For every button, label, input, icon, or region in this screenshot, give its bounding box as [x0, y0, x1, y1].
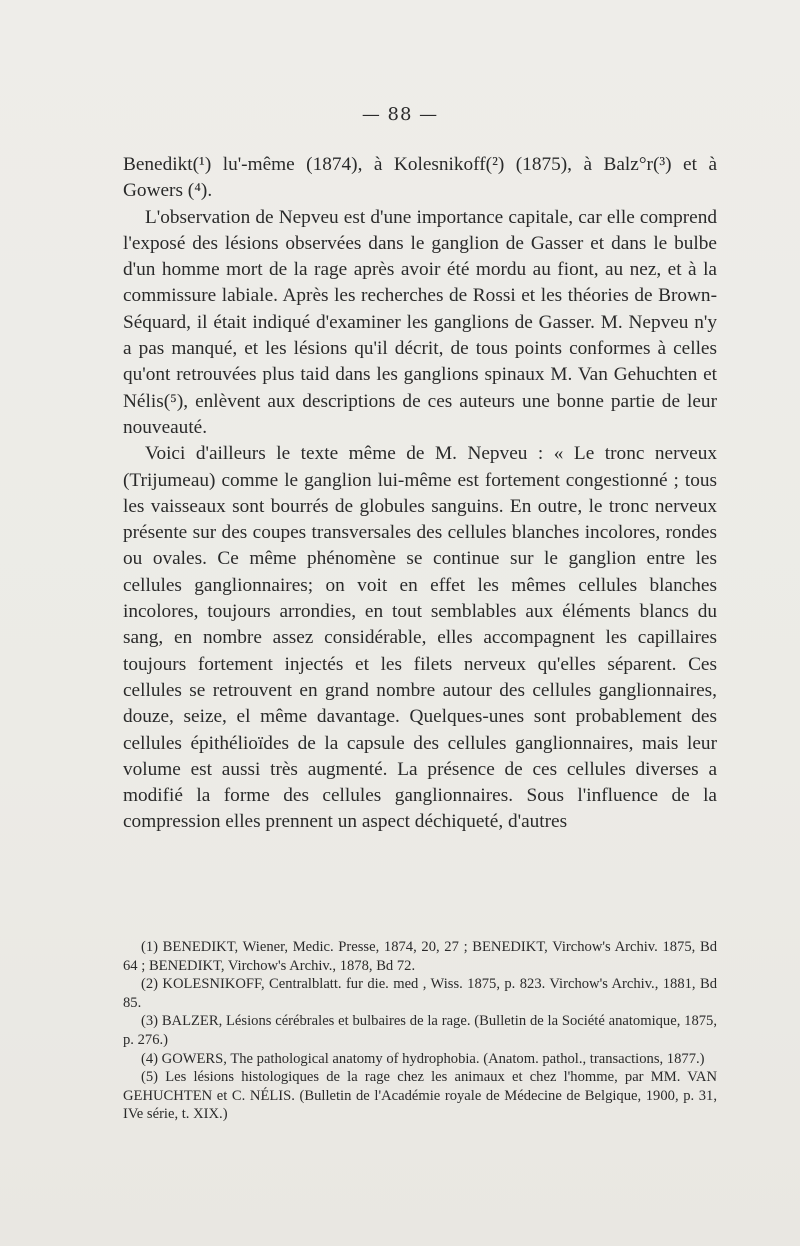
page-number: — 88 — [361, 104, 439, 125]
footnotes [123, 938, 717, 1124]
footnote-5: (5) Les lésions histologiques de la rage chez les animaux et chez l'homme, par MM. VAN GEHUCHTEN et C. NÉLIS. (Bulletin de l'Académie royale de Médecine de Belgique, 1900, p. 31, IVe série, t. XIX.) [123, 1069, 717, 1123]
paragraph-3: Voici d'ailleurs le texte même de M. Nepveu : « Le tronc nerveux (Trijumeau) comme le ganglion lui-même est fortement congestionné ; tous les vaisseaux sont bourrés de globules sanguins. En outre, le tronc nerveux présente sur des coupes transversales des cellules blanches incolores, rondes ou ovales. Ce même phénomène se continue sur le ganglion entre les cellules ganglionnaires; on voit en effet les mêmes cellules blanches incolores, toujours arrondies, en tout semblables aux éléments blancs du sang, en nombre assez considérable, elles accompagnent les capillaires toujours fortement injectés et les filets nerveux qu'elles séparent. Ces cellules se retrouvent en grand nombre autour des cellules ganglionnaires, douze, seize, el même davantage. Quelques-unes sont probablement des cellules épithélioïdes de la capsule des cellules ganglionnaires, mais leur volume est aussi très augmenté. La présence de ces cellules diverses a modifié la forme des cellules ganglionnaires. Sous l'influence de la compression elles prennent un aspect déchiqueté, d'autres [123, 443, 717, 833]
paragraph-1: Benedikt(¹) lu'-même (1874), à Kolesnikoff(²) (1875), à Balz°r(³) et à Gowers (⁴). [123, 154, 717, 202]
paragraph-2: L'observation de Nepveu est d'une importance capitale, car elle comprend l'exposé des lésions observées dans le ganglion de Gasser et dans le bulbe d'un homme mort de la rage après avoir été mordu au fiont, au nez, et à la commissure labiale. Après les recherches de Rossi et les théories de Brown-Séquard, il était indiqué d'examiner les ganglions de Gasser. M. Nepveu n'y a pas manqué, et les lésions qu'il décrit, de tous points conformes à celles qu'ont retrouvées plus taid dans les ganglions spinaux M. Van Gehuchten et Nélis(⁵), enlèvent aux descriptions de ces auteurs une bonne partie de leur nouveauté. [123, 206, 717, 438]
body-text [123, 152, 717, 836]
footnote-2: (2) KOLESNIKOFF, Centralblatt. fur die. med , Wiss. 1875, p. 823. Virchow's Archiv., 1881, Bd 85. [123, 976, 717, 1011]
footnote-4: (4) GOWERS, The pathological anatomy of hydrophobia. (Anatom. pathol., transactions, 1877.) [141, 1050, 705, 1067]
footnote-1: (1) BENEDIKT, Wiener, Medic. Presse, 1874, 20, 27 ; BENEDIKT, Virchow's Archiv. 1875, Bd 64 ; BENEDIKT, Virchow's Archiv., 1878, Bd 72. [123, 939, 717, 974]
footnote-3: (3) BALZER, Lésions cérébrales et bulbaires de la rage. (Bulletin de la Société anatomique, 1875, p. 276.) [123, 1013, 717, 1048]
